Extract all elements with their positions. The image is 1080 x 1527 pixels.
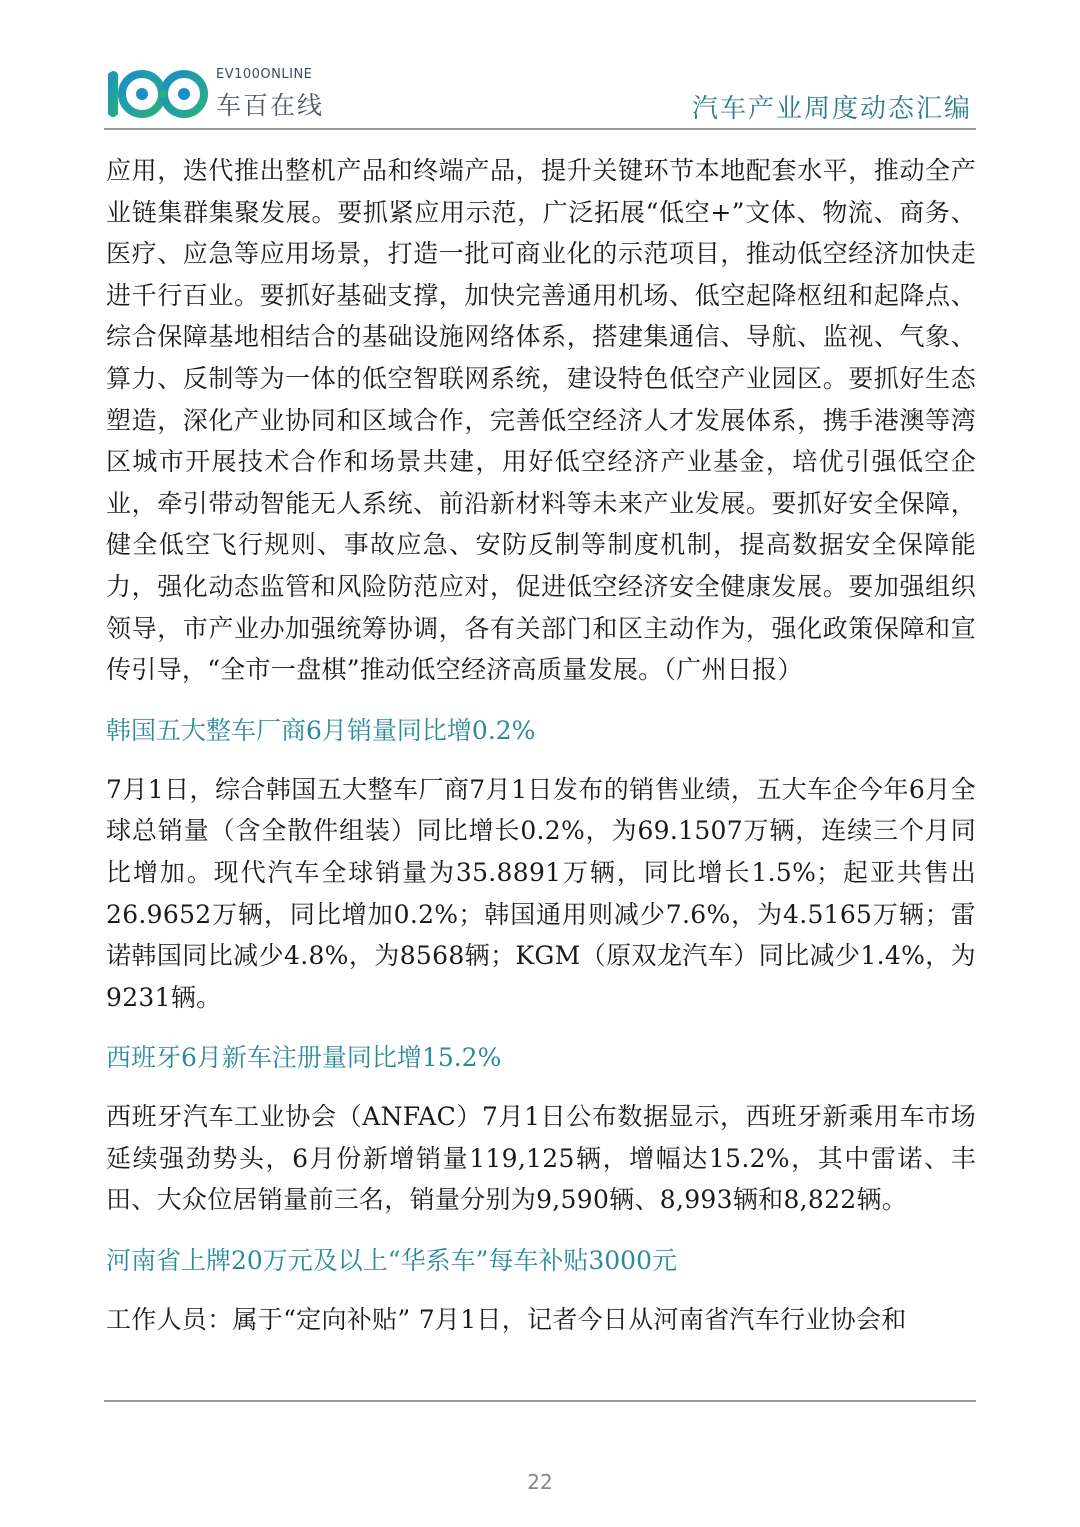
logo-text-cn: 车百在线 [216, 91, 325, 120]
ev100-logo [104, 62, 324, 122]
section-heading-korea: 韩国五大整车厂商6月销量同比增0.2% [106, 715, 536, 745]
ev100-logo-icon [104, 64, 214, 122]
body-paragraph: 应用，迭代推出整机产品和终端产品，提升关键环节本地配套水平，推动全产业链集群集聚发展。要抓紧应用示范，广泛拓展“低空+”文体、物流、商务、医疗、应急等应用场景，打造一批可商业化的示范项目，推动低空经济加快走进千行百业。要抓好基础支撑，加快完善通用机场、低空起降枢纽和起降点、综合保障基地相结合的基础设施网络体系，搭建集通信、导航、监视、气象、算力、反制等为一体的低空智联网系统，建设特色低空产业园区。要抓好生态塑造，深化产业协同和区域合作，完善低空经济人才发展体系，携手港澳等湾区城市开展技术合作和场景共建，用好低空经济产业基金，培优引强低空企业，牵引带动智能无人系统、前沿新材料等未来产业发展。要抓好安全保障，健全低空飞行规则、事故应急、安防反制等制度机制，提高数据安全保障能力，强化动态监管和风险防范应对，促进低空经济安全健康发展。要加强组织领导，市产业办加强统筹协调，各有关部门和区主动作为，强化政策保障和宣传引导，“全市一盘棋”推动低空经济高质量发展。（广州日报） [106, 156, 976, 685]
section-text-spain: 西班牙汽车工业协会（ANFAC）7月1日公布数据显示，西班牙新乘用车市场延续强劲势头，6月份新增销量119,125辆，增幅达15.2%，其中雷诺、丰田、大众位居销量前三名，销量分别为9,590辆、8,993辆和8,822辆。 [106, 1102, 976, 1215]
logo-text-en: EV100ONLINE [216, 67, 313, 82]
footer-divider [104, 1400, 976, 1402]
page-content [106, 150, 976, 1341]
document-title: 汽车产业周度动态汇编 [691, 94, 972, 124]
page-header [104, 62, 976, 126]
section-text-korea: 7月1日，综合韩国五大整车厂商7月1日发布的销售业绩，五大车企今年6月全球总销量（含全散件组装）同比增长0.2%，为69.1507万辆，连续三个月同比增加。现代汽车全球销量为35.8891万辆，同比增长1.5%；起亚共售出26.9652万辆，同比增加0.2%；韩国通用则减少7.6%，为4.5165万辆；雷诺韩国同比减少4.8%，为8568辆；KGM（原双龙汽车）同比减少1.4%，为9231辆。 [106, 774, 976, 1012]
section-heading-henan: 河南省上牌20万元及以上“华系车”每车补贴3000元 [106, 1246, 677, 1276]
section-text-henan: 工作人员：属于“定向补贴” 7月1日，记者今日从河南省汽车行业协会和 [106, 1305, 907, 1335]
page-number: 22 [527, 1470, 553, 1494]
section-heading-spain: 西班牙6月新车注册量同比增15.2% [106, 1043, 502, 1073]
header-divider [104, 128, 976, 130]
